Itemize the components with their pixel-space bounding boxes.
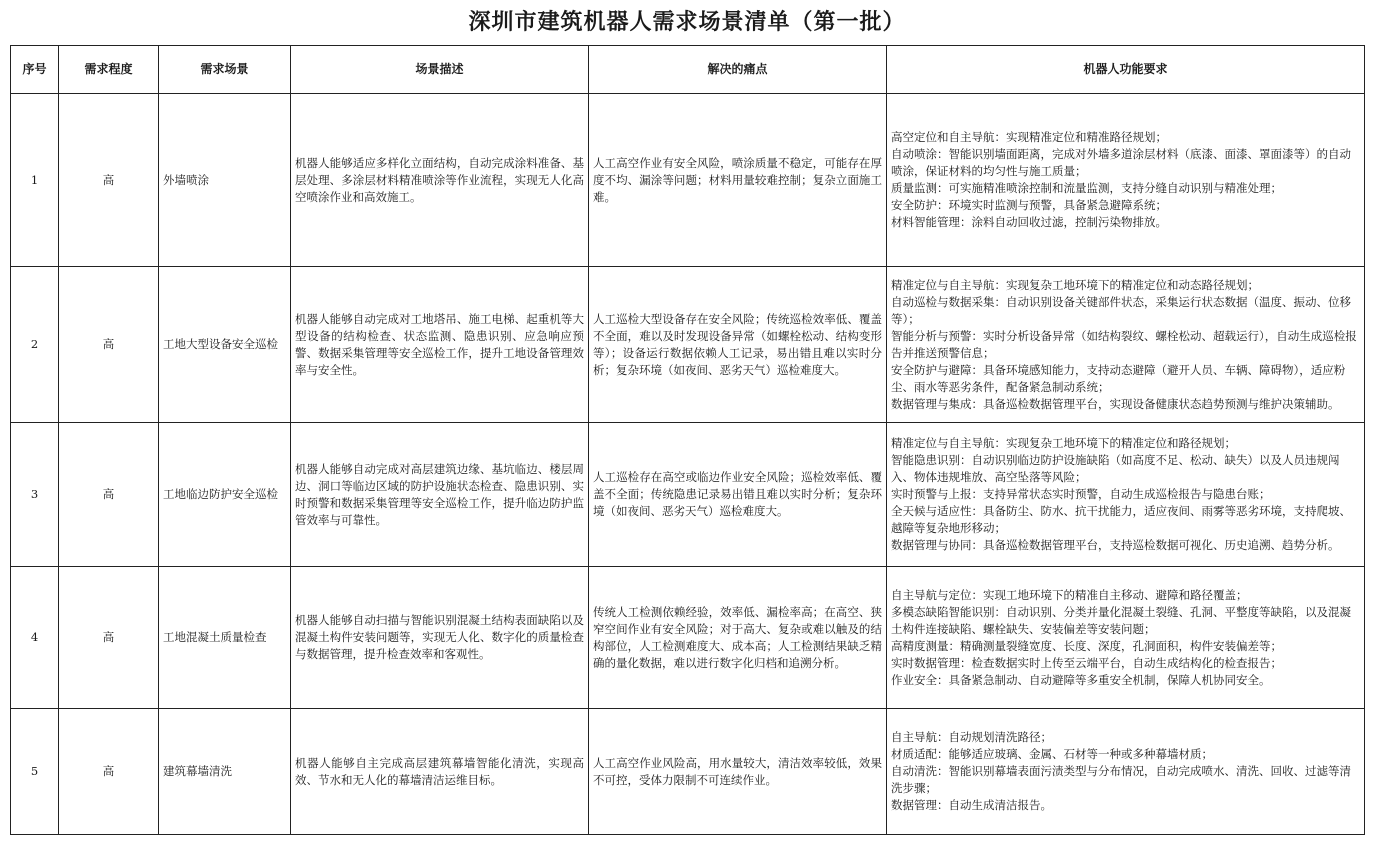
row-pain-points: 人工巡检大型设备存在安全风险；传统巡检效率低、覆盖不全面，难以及时发现设备异常（如螺栓松动、结构变形等）；设备运行数据依赖人工记录，易出错且难以实时分析；复杂环境（如夜间、恶劣天气）巡检难度大。 <box>589 267 887 423</box>
row-level: 高 <box>59 94 159 267</box>
requirement-item: 作业安全：具备紧急制动、自动避障等多重安全机制，保障人机协同安全。 <box>891 672 1271 687</box>
row-description: 机器人能够适应多样化立面结构，自动完成涂料准备、基层处理、多涂层材料精准喷涂等作业流程，实现无人化高空喷涂作业和高效施工。 <box>291 94 589 267</box>
row-scene: 工地混凝土质量检查 <box>159 567 291 709</box>
header-pain-points: 解决的痛点 <box>589 46 887 94</box>
requirement-item: 精准定位与自主导航：实现复杂工地环境下的精准定位和路径规划； <box>891 436 1236 450</box>
row-requirements <box>887 709 1365 835</box>
header-description: 场景描述 <box>291 46 589 94</box>
requirement-item: 智能隐患识别：自动识别临边防护设施缺陷（如高度不足、松动、缺失）以及人员违规闯入、物体违规堆放、高空坠落等风险； <box>891 453 1340 484</box>
requirement-item: 数据管理：自动生成清洁报告。 <box>891 798 1052 812</box>
header-level: 需求程度 <box>59 46 159 94</box>
row-pain-points: 传统人工检测依赖经验，效率低、漏检率高；在高空、狭窄空间作业有安全风险；对于高大、复杂或难以触及的结构部位，人工检测难度大、成本高；人工检测结果缺乏精确的量化数据，难以进行数字化归档和追溯分析。 <box>589 567 887 709</box>
row-pain-points: 人工高空作业风险高，用水量较大，清洁效率较低，效果不可控，受体力限制不可连续作业。 <box>589 709 887 835</box>
requirement-item: 材料智能管理：涂料自动回收过滤，控制污染物排放。 <box>891 215 1167 229</box>
row-requirements <box>887 94 1365 267</box>
requirement-item: 自动清洗：智能识别幕墙表面污渍类型与分布情况，自动完成喷水、清洗、回收、过滤等清洗步骤； <box>891 764 1351 795</box>
requirement-item: 材质适配：能够适应玻璃、金属、石材等一种或多种幕墙材质； <box>891 747 1213 761</box>
table-row <box>11 423 1365 567</box>
row-requirements <box>887 423 1365 567</box>
row-scene: 工地临边防护安全巡检 <box>159 423 291 567</box>
table-row <box>11 94 1365 267</box>
header-scene: 需求场景 <box>159 46 291 94</box>
row-scene: 建筑幕墙清洗 <box>159 709 291 835</box>
requirement-item: 实时数据管理：检查数据实时上传至云端平台，自动生成结构化的检查报告； <box>891 655 1282 670</box>
table-row <box>11 267 1365 423</box>
row-requirements <box>887 567 1365 709</box>
header-requirements: 机器人功能要求 <box>887 46 1365 94</box>
header-index: 序号 <box>11 46 59 94</box>
row-level: 高 <box>59 709 159 835</box>
row-description: 机器人能够自动完成对高层建筑边缘、基坑临边、楼层周边、洞口等临边区域的防护设施状态检查、隐患识别、实时预警和数据采集管理等安全巡检工作，提升临边防护监管效率与可靠性。 <box>291 423 589 567</box>
row-index: 4 <box>11 567 59 709</box>
requirement-item: 智能分析与预警：实时分析设备异常（如结构裂纹、螺栓松动、超载运行），自动生成巡检报告并推送预警信息； <box>891 328 1357 360</box>
table-row <box>11 567 1365 709</box>
requirements-table <box>10 45 1365 835</box>
document-title: 深圳市建筑机器人需求场景清单（第一批） <box>468 9 906 35</box>
row-index: 3 <box>11 423 59 567</box>
requirement-item: 质量监测：可实施精准喷涂控制和流量监测，支持分缝自动识别与精准处理； <box>891 181 1282 195</box>
row-pain-points: 人工巡检存在高空或临边作业安全风险；巡检效率低、覆盖不全面；传统隐患记录易出错且难以实时分析；复杂环境（如夜间、恶劣天气）巡检难度大。 <box>589 423 887 567</box>
row-level: 高 <box>59 267 159 423</box>
requirement-item: 自动巡检与数据采集：自动识别设备关键部件状态，采集运行状态数据（温度、振动、位移等）； <box>891 294 1351 326</box>
requirement-item: 全天候与适应性：具备防尘、防水、抗干扰能力，适应夜间、雨雾等恶劣环境，支持爬坡、越障等复杂地形移动； <box>891 504 1351 535</box>
row-level: 高 <box>59 567 159 709</box>
row-index: 2 <box>11 267 59 423</box>
row-requirements <box>887 267 1365 423</box>
requirement-item: 数据管理与集成：具备巡检数据管理平台，实现设备健康状态趋势预测与维护决策辅助。 <box>891 396 1340 411</box>
row-index: 1 <box>11 94 59 267</box>
requirement-item: 高空定位和自主导航：实现精准定位和精准路径规划； <box>891 130 1167 144</box>
requirement-item: 自主导航：自动规划清洗路径； <box>891 730 1052 744</box>
row-scene: 外墙喷涂 <box>159 94 291 267</box>
requirement-item: 实时预警与上报：支持异常状态实时预警，自动生成巡检报告与隐患台账； <box>891 487 1271 501</box>
row-pain-points: 人工高空作业有安全风险，喷涂质量不稳定，可能存在厚度不均、漏涂等问题；材料用量较难控制；复杂立面施工难。 <box>589 94 887 267</box>
row-scene: 工地大型设备安全巡检 <box>159 267 291 423</box>
table-row <box>11 709 1365 835</box>
requirement-item: 自动喷涂：智能识别墙面距离，完成对外墙多道涂层材料（底漆、面漆、罩面漆等）的自动喷涂，保证材料的均匀性与施工质量； <box>891 147 1351 178</box>
row-description: 机器人能够自主完成高层建筑幕墙智能化清洗，实现高效、节水和无人化的幕墙清洁运维目标。 <box>291 709 589 835</box>
requirement-item: 自主导航与定位：实现工地环境下的精准自主移动、避障和路径覆盖； <box>891 587 1248 602</box>
requirement-item: 精准定位与自主导航：实现复杂工地环境下的精准定位和动态路径规划； <box>891 277 1259 292</box>
row-level: 高 <box>59 423 159 567</box>
row-index: 5 <box>11 709 59 835</box>
table-header-row <box>11 46 1365 94</box>
requirement-item: 高精度测量：精确测量裂缝宽度、长度、深度，孔洞面积，构件安装偏差等； <box>891 638 1282 653</box>
row-description: 机器人能够自动扫描与智能识别混凝土结构表面缺陷以及混凝土构件安装问题等，实现无人化、数字化的质量检查与数据管理，提升检查效率和客观性。 <box>291 567 589 709</box>
requirement-item: 安全防护：环境实时监测与预警，具备紧急避障系统； <box>891 198 1167 212</box>
requirement-item: 数据管理与协同：具备巡检数据管理平台，支持巡检数据可视化、历史追溯、趋势分析。 <box>891 538 1340 552</box>
row-description: 机器人能够自动完成对工地塔吊、施工电梯、起重机等大型设备的结构检查、状态监测、隐患识别、应急响应预警、数据采集管理等安全巡检工作，提升工地设备管理效率与安全性。 <box>291 267 589 423</box>
requirement-item: 多模态缺陷智能识别：自动识别、分类并量化混凝土裂缝、孔洞、平整度等缺陷，以及混凝土构件连接缺陷、螺栓缺失、安装偏差等安装问题； <box>891 604 1351 636</box>
requirement-item: 安全防护与避障：具备环境感知能力，支持动态避障（避开人员、车辆、障碍物），适应粉尘、雨水等恶劣条件，配备紧急制动系统； <box>891 362 1346 394</box>
